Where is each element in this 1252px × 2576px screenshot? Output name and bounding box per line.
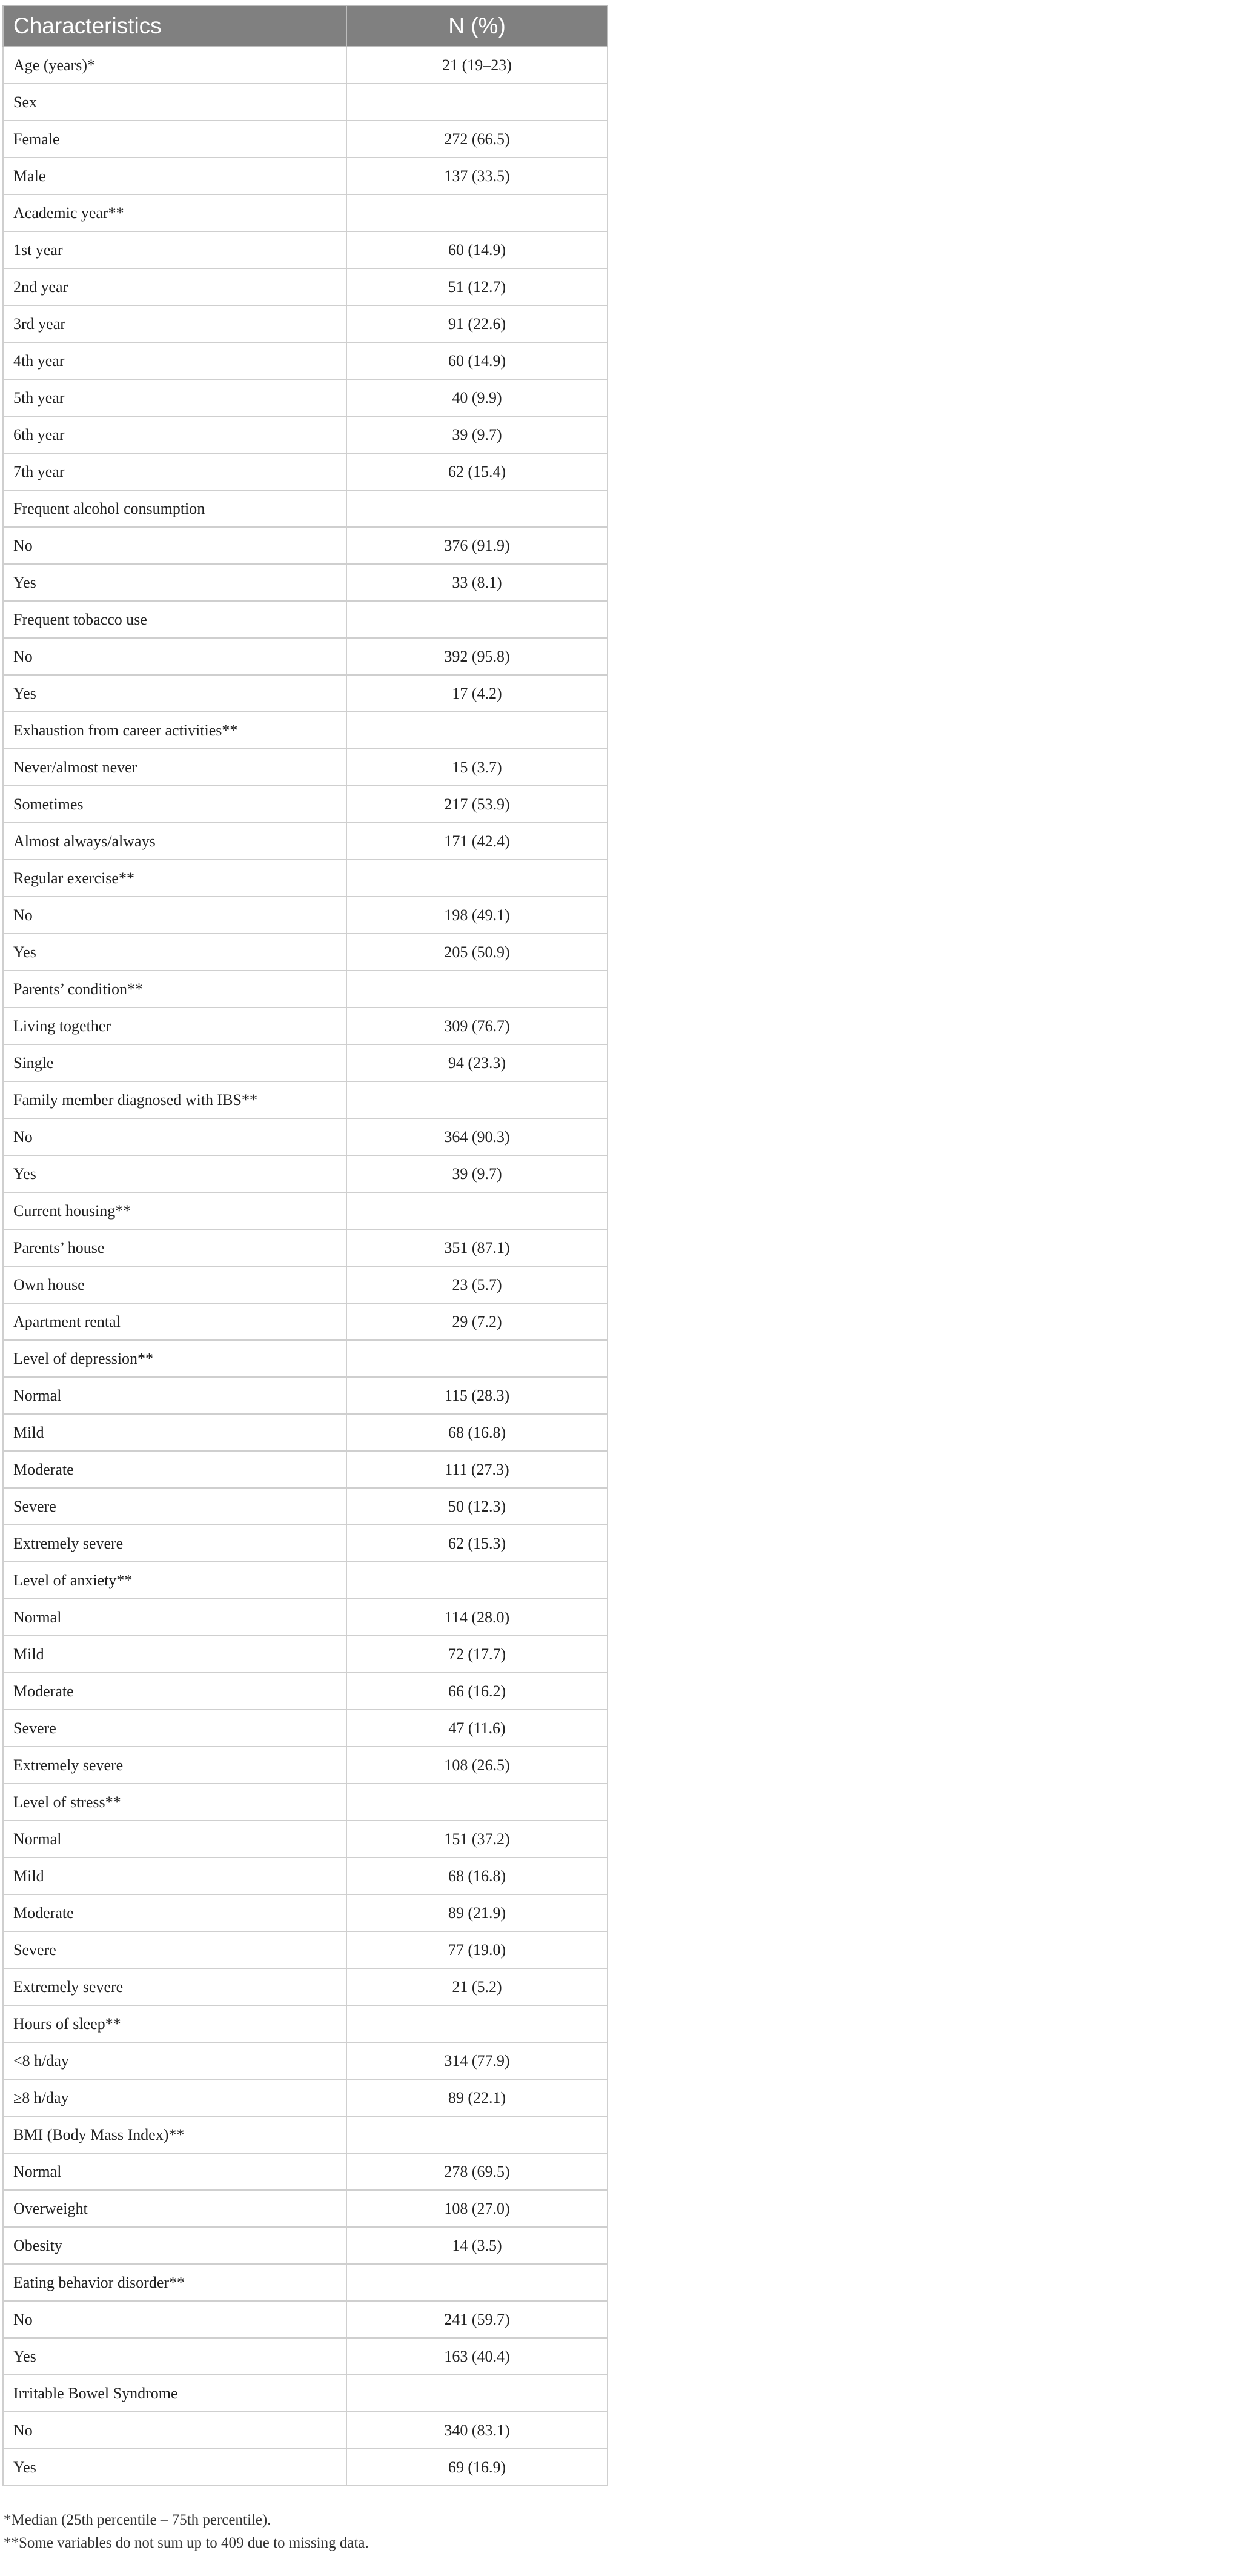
row-value: 115 (28.3)	[346, 1377, 608, 1414]
row-value: 89 (21.9)	[346, 1894, 608, 1931]
row-value	[346, 194, 608, 231]
row-label: Yes	[3, 564, 346, 601]
row-label: Level of stress**	[3, 1784, 346, 1821]
table-row	[3, 1636, 608, 1673]
table-row	[3, 749, 608, 786]
row-value: 151 (37.2)	[346, 1821, 608, 1857]
row-value: 272 (66.5)	[346, 121, 608, 158]
header-characteristics: Characteristics	[3, 5, 346, 47]
table-row	[3, 2079, 608, 2116]
table-row	[3, 1044, 608, 1081]
table-row	[3, 1007, 608, 1044]
row-value	[346, 601, 608, 638]
row-label: Yes	[3, 934, 346, 971]
row-label: No	[3, 2301, 346, 2338]
table-row	[3, 1857, 608, 1894]
row-value: 23 (5.7)	[346, 1266, 608, 1303]
row-label: 4th year	[3, 342, 346, 379]
row-value: 89 (22.1)	[346, 2079, 608, 2116]
row-value: 94 (23.3)	[346, 1044, 608, 1081]
row-label: Normal	[3, 1599, 346, 1636]
row-label: Normal	[3, 1377, 346, 1414]
row-value: 14 (3.5)	[346, 2227, 608, 2264]
row-label: Normal	[3, 1821, 346, 1857]
row-label: BMI (Body Mass Index)**	[3, 2116, 346, 2153]
row-value: 68 (16.8)	[346, 1857, 608, 1894]
row-label: Living together	[3, 1007, 346, 1044]
row-value: 21 (5.2)	[346, 1968, 608, 2005]
row-value: 33 (8.1)	[346, 564, 608, 601]
row-label: Yes	[3, 675, 346, 712]
table-row	[3, 1710, 608, 1747]
row-value: 314 (77.9)	[346, 2042, 608, 2079]
row-value: 39 (9.7)	[346, 1155, 608, 1192]
row-value	[346, 1784, 608, 1821]
row-label: Moderate	[3, 1673, 346, 1710]
row-label: Regular exercise**	[3, 860, 346, 897]
row-value: 62 (15.4)	[346, 453, 608, 490]
table-body	[3, 47, 608, 2486]
row-value: 364 (90.3)	[346, 1118, 608, 1155]
row-value	[346, 2116, 608, 2153]
table-row	[3, 1894, 608, 1931]
row-value	[346, 2264, 608, 2301]
table-row	[3, 1229, 608, 1266]
table-row	[3, 268, 608, 305]
row-label: Sex	[3, 84, 346, 121]
row-value: 50 (12.3)	[346, 1488, 608, 1525]
table-row	[3, 1266, 608, 1303]
row-value: 392 (95.8)	[346, 638, 608, 675]
table-row	[3, 2227, 608, 2264]
table-row	[3, 2301, 608, 2338]
row-value: 114 (28.0)	[346, 1599, 608, 1636]
row-value	[346, 971, 608, 1007]
table-row	[3, 1451, 608, 1488]
table-row	[3, 1155, 608, 1192]
row-value: 340 (83.1)	[346, 2412, 608, 2449]
row-label: Hours of sleep**	[3, 2005, 346, 2042]
row-label: Moderate	[3, 1894, 346, 1931]
row-value	[346, 712, 608, 749]
row-label: Female	[3, 121, 346, 158]
row-label: Eating behavior disorder**	[3, 2264, 346, 2301]
table-row	[3, 564, 608, 601]
row-label: Single	[3, 1044, 346, 1081]
row-label: Level of anxiety**	[3, 1562, 346, 1599]
table-row	[3, 231, 608, 268]
row-value: 171 (42.4)	[346, 823, 608, 860]
row-value	[346, 860, 608, 897]
table-row	[3, 675, 608, 712]
row-label: Yes	[3, 2449, 346, 2486]
table-row	[3, 1599, 608, 1636]
table-row	[3, 1784, 608, 1821]
row-value: 21 (19–23)	[346, 47, 608, 84]
row-value: 217 (53.9)	[346, 786, 608, 823]
table-row	[3, 194, 608, 231]
table-row	[3, 1931, 608, 1968]
table-row	[3, 1821, 608, 1857]
row-value: 66 (16.2)	[346, 1673, 608, 1710]
row-label: Apartment rental	[3, 1303, 346, 1340]
table-row	[3, 1525, 608, 1562]
table-row	[3, 1562, 608, 1599]
row-label: Extremely severe	[3, 1525, 346, 1562]
row-value: 376 (91.9)	[346, 527, 608, 564]
row-value	[346, 1340, 608, 1377]
row-label: Parents’ condition**	[3, 971, 346, 1007]
row-label: Sometimes	[3, 786, 346, 823]
row-label: Never/almost never	[3, 749, 346, 786]
row-label: Normal	[3, 2153, 346, 2190]
row-value: 77 (19.0)	[346, 1931, 608, 1968]
row-value: 111 (27.3)	[346, 1451, 608, 1488]
row-label: Moderate	[3, 1451, 346, 1488]
row-label: 2nd year	[3, 268, 346, 305]
row-label: Yes	[3, 1155, 346, 1192]
row-label: Mild	[3, 1636, 346, 1673]
table-row	[3, 47, 608, 84]
row-value	[346, 1192, 608, 1229]
row-value	[346, 84, 608, 121]
row-value: 15 (3.7)	[346, 749, 608, 786]
table-row	[3, 2449, 608, 2486]
table-row	[3, 2042, 608, 2079]
table-row	[3, 416, 608, 453]
table-row	[3, 379, 608, 416]
row-value: 198 (49.1)	[346, 897, 608, 934]
table-row	[3, 1118, 608, 1155]
table-row	[3, 860, 608, 897]
row-value	[346, 1081, 608, 1118]
row-value: 60 (14.9)	[346, 342, 608, 379]
row-value: 108 (27.0)	[346, 2190, 608, 2227]
table-row	[3, 1377, 608, 1414]
table-row	[3, 305, 608, 342]
row-label: Current housing**	[3, 1192, 346, 1229]
row-label: Frequent tobacco use	[3, 601, 346, 638]
table-row	[3, 490, 608, 527]
row-label: Parents’ house	[3, 1229, 346, 1266]
table-row	[3, 1340, 608, 1377]
row-label: 6th year	[3, 416, 346, 453]
row-label: 7th year	[3, 453, 346, 490]
row-label: No	[3, 638, 346, 675]
row-label: No	[3, 1118, 346, 1155]
row-value: 91 (22.6)	[346, 305, 608, 342]
row-value: 51 (12.7)	[346, 268, 608, 305]
row-label: 1st year	[3, 231, 346, 268]
row-label: ≥8 h/day	[3, 2079, 346, 2116]
row-label: Extremely severe	[3, 1747, 346, 1784]
row-value	[346, 1562, 608, 1599]
row-label: Level of depression**	[3, 1340, 346, 1377]
table-row	[3, 638, 608, 675]
row-label: Academic year**	[3, 194, 346, 231]
table-row	[3, 1488, 608, 1525]
row-value	[346, 490, 608, 527]
row-value: 62 (15.3)	[346, 1525, 608, 1562]
row-label: Severe	[3, 1488, 346, 1525]
row-label: Frequent alcohol consumption	[3, 490, 346, 527]
row-value: 108 (26.5)	[346, 1747, 608, 1784]
footnote-median: *Median (25th percentile – 75th percentile).	[4, 2512, 271, 2528]
table-row	[3, 1968, 608, 2005]
row-label: Mild	[3, 1857, 346, 1894]
row-value: 351 (87.1)	[346, 1229, 608, 1266]
row-value: 72 (17.7)	[346, 1636, 608, 1673]
row-value	[346, 2375, 608, 2412]
table-row	[3, 2190, 608, 2227]
row-label: Yes	[3, 2338, 346, 2375]
characteristics-table	[2, 5, 608, 2486]
row-label: Obesity	[3, 2227, 346, 2264]
table-row	[3, 2153, 608, 2190]
footnote-missing-data: **Some variables do not sum up to 409 due to missing data.	[4, 2535, 369, 2551]
row-label: Overweight	[3, 2190, 346, 2227]
row-label: Extremely severe	[3, 1968, 346, 2005]
table-row	[3, 971, 608, 1007]
row-label: 3rd year	[3, 305, 346, 342]
row-value: 205 (50.9)	[346, 934, 608, 971]
table-row	[3, 121, 608, 158]
table-row	[3, 1081, 608, 1118]
row-value: 29 (7.2)	[346, 1303, 608, 1340]
table-row	[3, 342, 608, 379]
table-row	[3, 2375, 608, 2412]
table-row	[3, 601, 608, 638]
table-row	[3, 1303, 608, 1340]
table-row	[3, 2264, 608, 2301]
table-row	[3, 897, 608, 934]
table-row	[3, 84, 608, 121]
table-row	[3, 158, 608, 194]
row-label: Own house	[3, 1266, 346, 1303]
row-label: Almost always/always	[3, 823, 346, 860]
row-label: <8 h/day	[3, 2042, 346, 2079]
table-row	[3, 453, 608, 490]
table-row	[3, 2116, 608, 2153]
row-value: 163 (40.4)	[346, 2338, 608, 2375]
header-n-percent: N (%)	[346, 5, 608, 47]
row-value: 39 (9.7)	[346, 416, 608, 453]
table-row	[3, 1673, 608, 1710]
row-value: 309 (76.7)	[346, 1007, 608, 1044]
row-label: No	[3, 2412, 346, 2449]
row-value: 278 (69.5)	[346, 2153, 608, 2190]
row-label: Mild	[3, 1414, 346, 1451]
row-label: Age (years)*	[3, 47, 346, 84]
row-value: 47 (11.6)	[346, 1710, 608, 1747]
row-value: 60 (14.9)	[346, 231, 608, 268]
row-value: 69 (16.9)	[346, 2449, 608, 2486]
table-header-row	[3, 5, 608, 47]
row-label: No	[3, 527, 346, 564]
row-label: No	[3, 897, 346, 934]
table-row	[3, 1747, 608, 1784]
table-row	[3, 527, 608, 564]
row-label: Severe	[3, 1710, 346, 1747]
table-row	[3, 2412, 608, 2449]
row-label: Irritable Bowel Syndrome	[3, 2375, 346, 2412]
row-value	[346, 2005, 608, 2042]
table-row	[3, 712, 608, 749]
row-value: 40 (9.9)	[346, 379, 608, 416]
row-label: 5th year	[3, 379, 346, 416]
table-row	[3, 823, 608, 860]
row-value: 17 (4.2)	[346, 675, 608, 712]
row-label: Family member diagnosed with IBS**	[3, 1081, 346, 1118]
row-value: 68 (16.8)	[346, 1414, 608, 1451]
row-value: 137 (33.5)	[346, 158, 608, 194]
table-row	[3, 934, 608, 971]
table-row	[3, 2005, 608, 2042]
table-row	[3, 2338, 608, 2375]
table-row	[3, 1192, 608, 1229]
row-label: Severe	[3, 1931, 346, 1968]
table-row	[3, 1414, 608, 1451]
table-row	[3, 786, 608, 823]
row-label: Exhaustion from career activities**	[3, 712, 346, 749]
row-label: Male	[3, 158, 346, 194]
row-value: 241 (59.7)	[346, 2301, 608, 2338]
